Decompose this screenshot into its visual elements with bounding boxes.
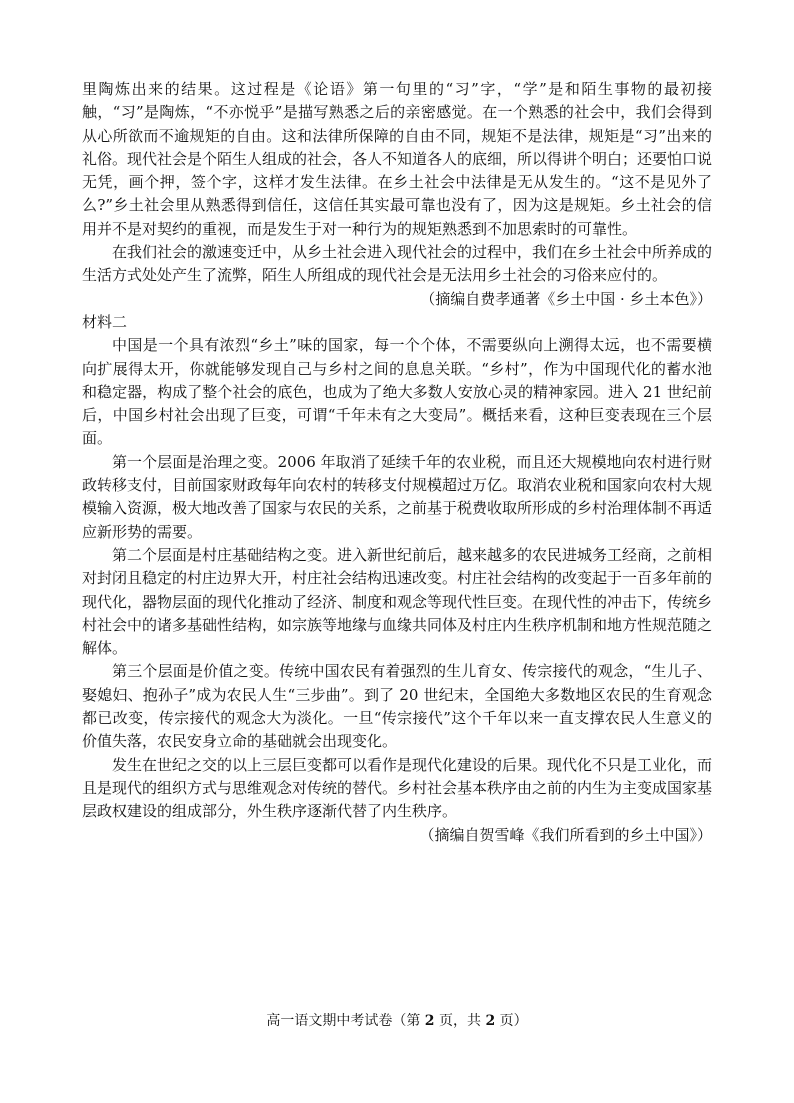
exam-page-content — [82, 78, 712, 847]
footer-prefix: 高一语文期中考试卷（第 — [266, 1013, 425, 1029]
footer-page-number: 2 — [424, 1013, 435, 1029]
material1-source: （摘编自费孝通著《乡土中国 · 乡土本色》） — [420, 289, 712, 308]
page-footer — [0, 1011, 794, 1031]
material2-heading: 材料二 — [82, 312, 128, 331]
footer-suffix: 页） — [495, 1013, 528, 1029]
material2-paragraph-4: 第三个层面是价值之变。传统中国农民有着强烈的生儿育女、传宗接代的观念，“生儿子、娶媳妇、抱孙子”成为农民人生“三步曲”。到了 20 世纪末，全国绝大多数地区农民的生育观念都已改变，传宗接代的观念大为淡化。一旦“传宗接代”这个千年以来一直支撑农民人生意义的价值失落，农民安身立命的基础就会出现变化。 — [82, 662, 712, 751]
material2-paragraph-2: 第一个层面是治理之变。2006 年取消了延续千年的农业税，而且还大规模地向农村进行财政转移支付，目前国家财政每年向农村的转移支付规模超过万亿。取消农业税和国家向农村大规模输入资源，极大地改善了国家与农民的关系，之前基于税费收取所形成的乡村治理体制不再适应新形势的需要。 — [82, 452, 713, 541]
material2-paragraph-5: 发生在世纪之交的以上三层巨变都可以看作是现代化建设的后果。现代化不只是工业化，而且是现代的组织方式与思维观念对传统的替代。乡村社会基本秩序由之前的内生为主变成国家基层政权建设的组成部分，外生秩序逐渐代替了内生秩序。 — [82, 755, 713, 821]
footer-total-pages: 2 — [485, 1013, 496, 1029]
material1-paragraph-2: 在我们社会的激速变迁中，从乡土社会进入现代社会的过程中，我们在乡土社会中所养成的生活方式处处产生了流弊，陌生人所组成的现代社会是无法用乡土社会的习俗来应付的。 — [82, 243, 713, 285]
material1-paragraph-1: 里陶炼出来的结果。这过程是《论语》第一句里的“习”字，“学”是和陌生事物的最初接触，“习”是陶炼，“不亦悦乎”是描写熟悉之后的亲密感觉。在一个熟悉的社会中，我们会得到从心所欲而不逾规矩的自由。这和法律所保障的自由不同，规矩不是法律，规矩是“习”出来的礼俗。现代社会是个陌生人组成的社会，各人不知道各人的底细，所以得讲个明白；还要怕口说无凭，画个押，签个字，这样才发生法律。在乡土社会中法律是无从发生的。“这不是见外了么?”乡土社会里从熟悉得到信任，这信任其实最可靠也没有了，因为这是规矩。乡土社会的信用并不是对契约的重视，而是发生于对一种行为的规矩熟悉到不加思索时的可靠性。 — [82, 80, 713, 238]
material2-paragraph-3: 第二个层面是村庄基础结构之变。进入新世纪前后，越来越多的农民进城务工经商，之前相对封闭且稳定的村庄边界大开，村庄社会结构迅速改变。村庄社会结构的改变起于一百多年前的现代化，器物层面的现代化推动了经济、制度和观念等现代性巨变。在现代性的冲击下，传统乡村社会中的诸多基础性结构，如宗族等地缘与血缘共同体及村庄内生秩序机制和地方性规范随之解体。 — [82, 545, 713, 658]
material2-source: （摘编自贺雪峰《我们所看到的乡土中国》） — [419, 825, 712, 844]
material2-paragraph-1: 中国是一个具有浓烈“乡土”味的国家，每一个个体，不需要纵向上溯得太远，也不需要横向扩展得太开，你就能够发现自己与乡村之间的息息关联。“乡村”，作为中国现代化的蓄水池和稳定器，构成了整个社会的底色，也成为了绝大多数人安放心灵的精神家园。进入 21 世纪前后，中国乡村社会出现了巨变，可谓“千年未有之大变局”。概括来看，这种巨变表现在三个层面。 — [82, 336, 712, 448]
footer-middle: 页，共 — [434, 1013, 486, 1029]
